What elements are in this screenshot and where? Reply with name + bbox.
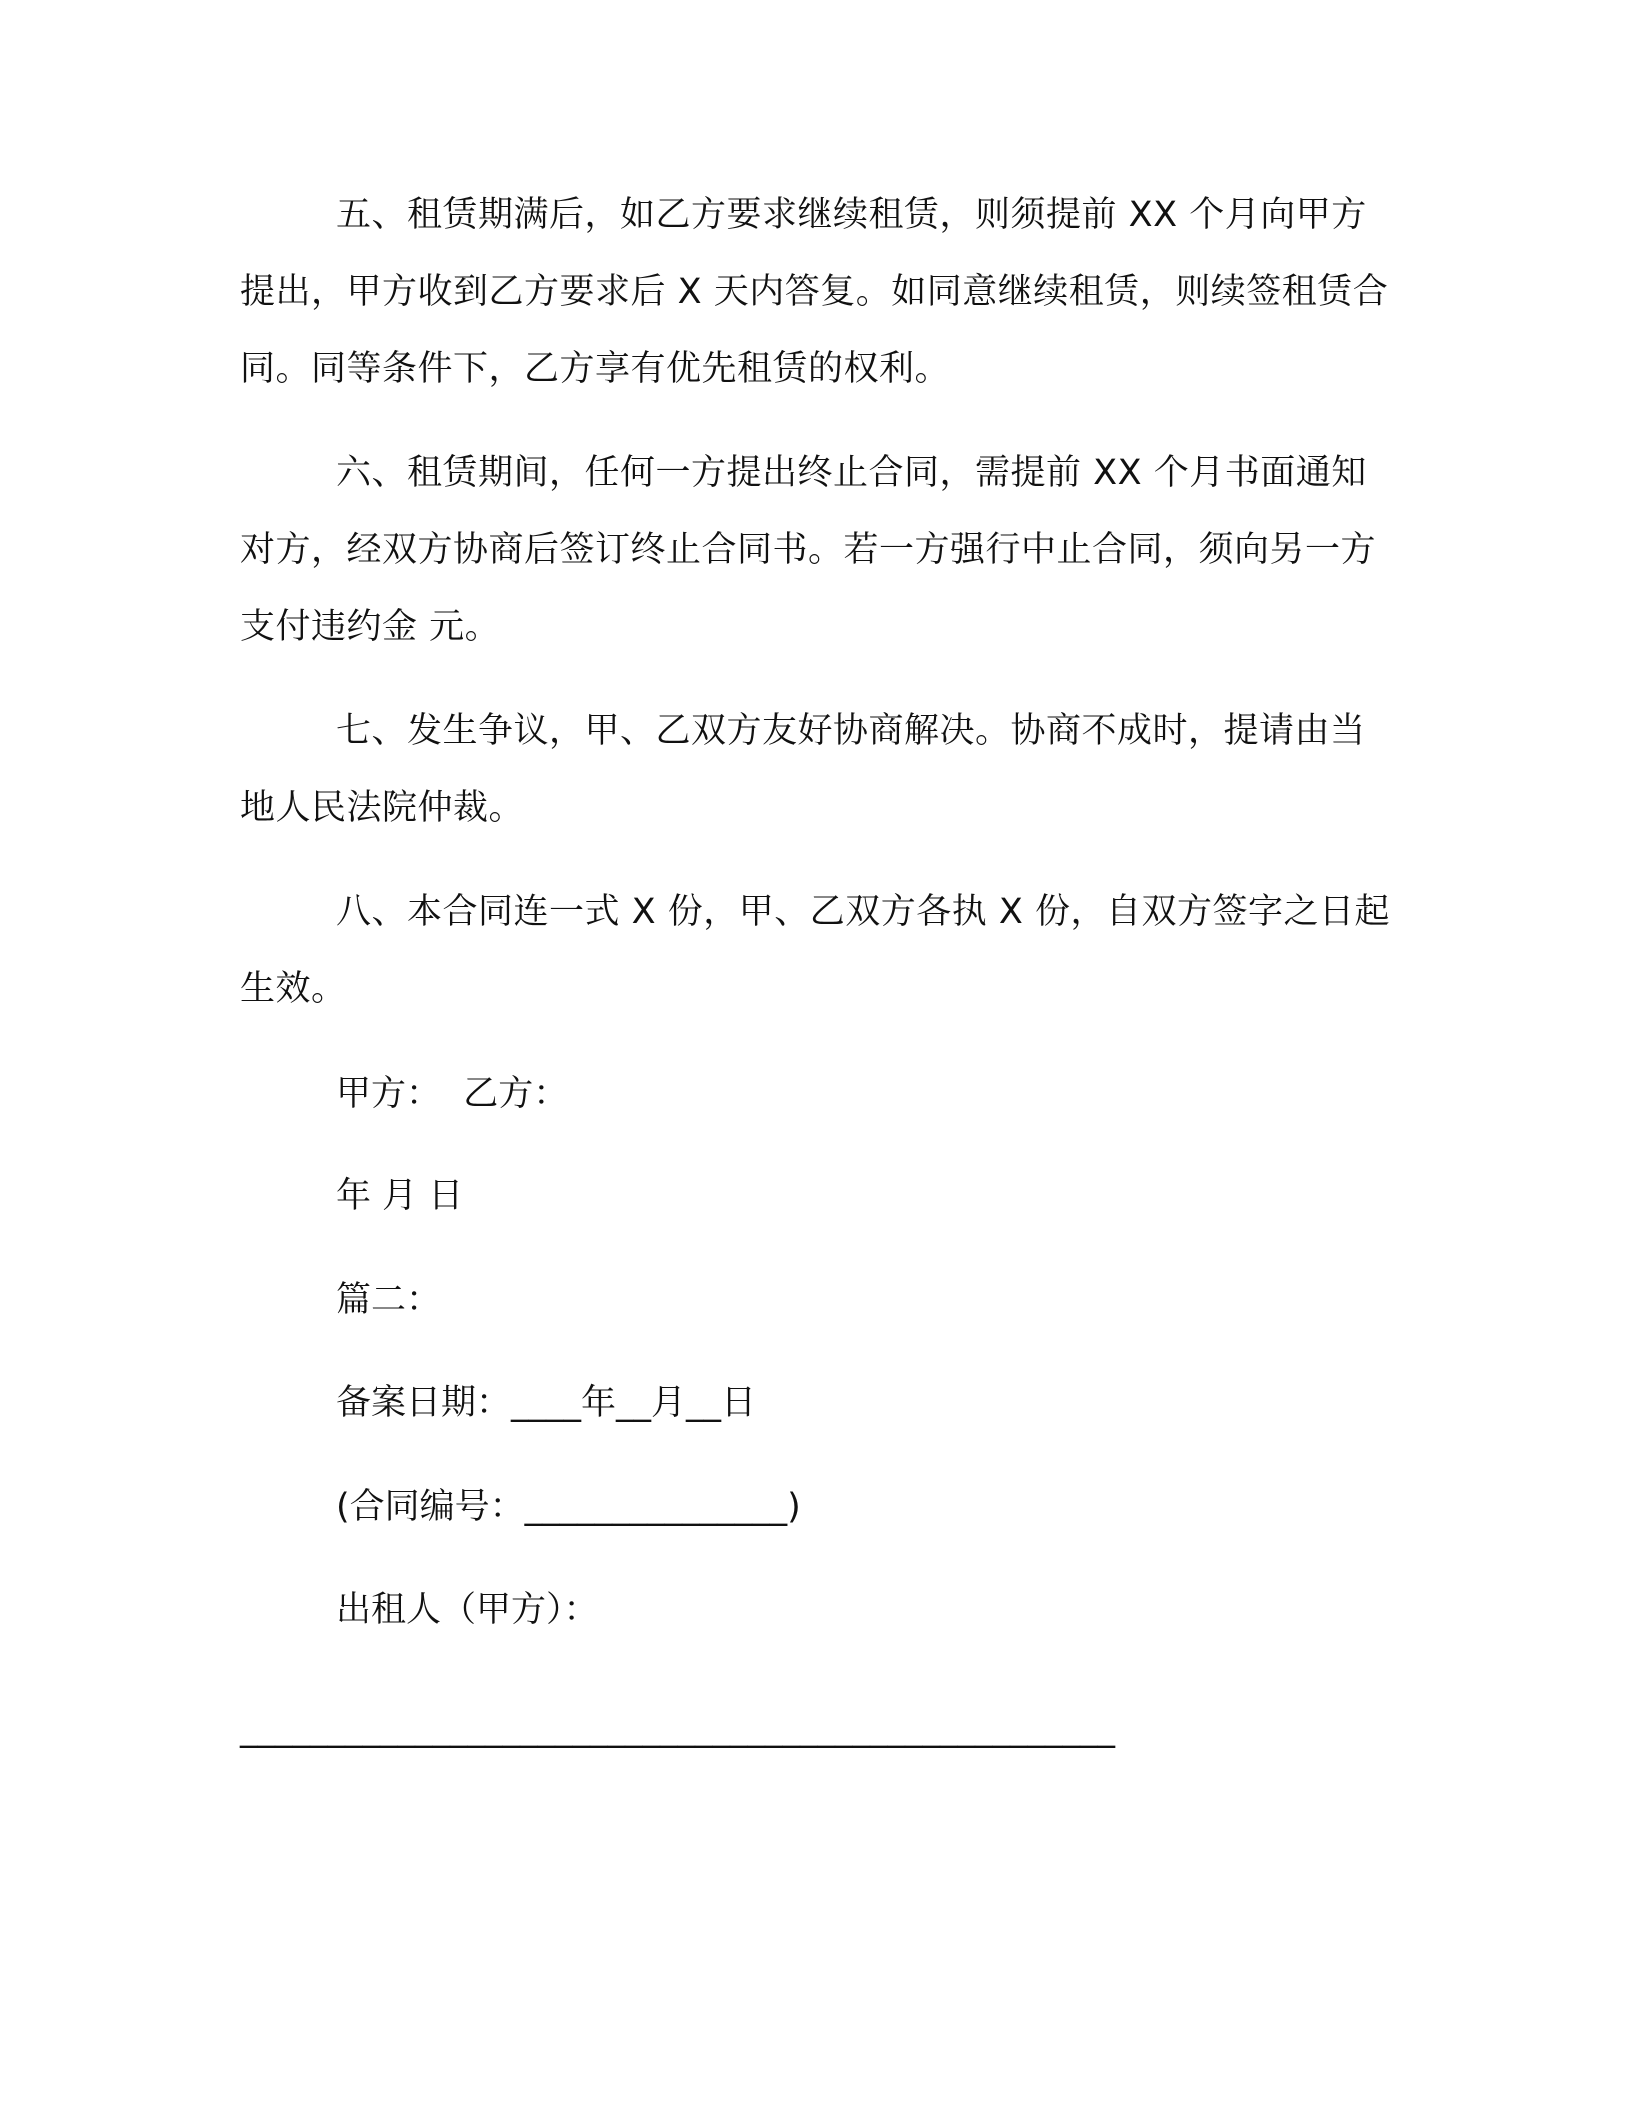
signature-date: 年 月 日 (336, 1176, 464, 1216)
clause-five: 五、租赁期满后，如乙方要求继续租赁，则须提前 XX 个月向甲方提出，甲方收到乙方要求后 X 天内答复。如同意继续租赁，则续签租赁合同。同等条件下，乙方享有优先租赁的权利。 (240, 195, 1389, 389)
clause-eight-block (240, 874, 1390, 1028)
clause-seven-block (240, 693, 1390, 847)
contract-number: (合同编号：_______________) (336, 1487, 801, 1527)
clause-seven: 七、发生争议，甲、乙双方友好协商解决。协商不成时，提请由当地人民法院仲裁。 (240, 711, 1366, 828)
part-two-heading: 篇二： (336, 1280, 442, 1320)
lessor-blank-line: __________________________________________________ (240, 1709, 1115, 1749)
clause-eight: 八、本合同连一式 X 份，甲、乙双方各执 X 份，自双方签字之日起生效。 (240, 892, 1390, 1009)
signature-parties: 甲方： 乙方： (336, 1074, 569, 1114)
lessor-label: 出租人（甲方）： (336, 1590, 599, 1630)
clause-six: 六、租赁期间，任何一方提出终止合同，需提前 XX 个月书面通知对方，经双方协商后签订终止合同书。若一方强行中止合同，须向另一方支付违约金 元。 (240, 453, 1377, 647)
clause-five-block (240, 177, 1390, 408)
filing-date: 备案日期：____年__月__日 (336, 1383, 757, 1423)
clause-six-block (240, 435, 1390, 666)
